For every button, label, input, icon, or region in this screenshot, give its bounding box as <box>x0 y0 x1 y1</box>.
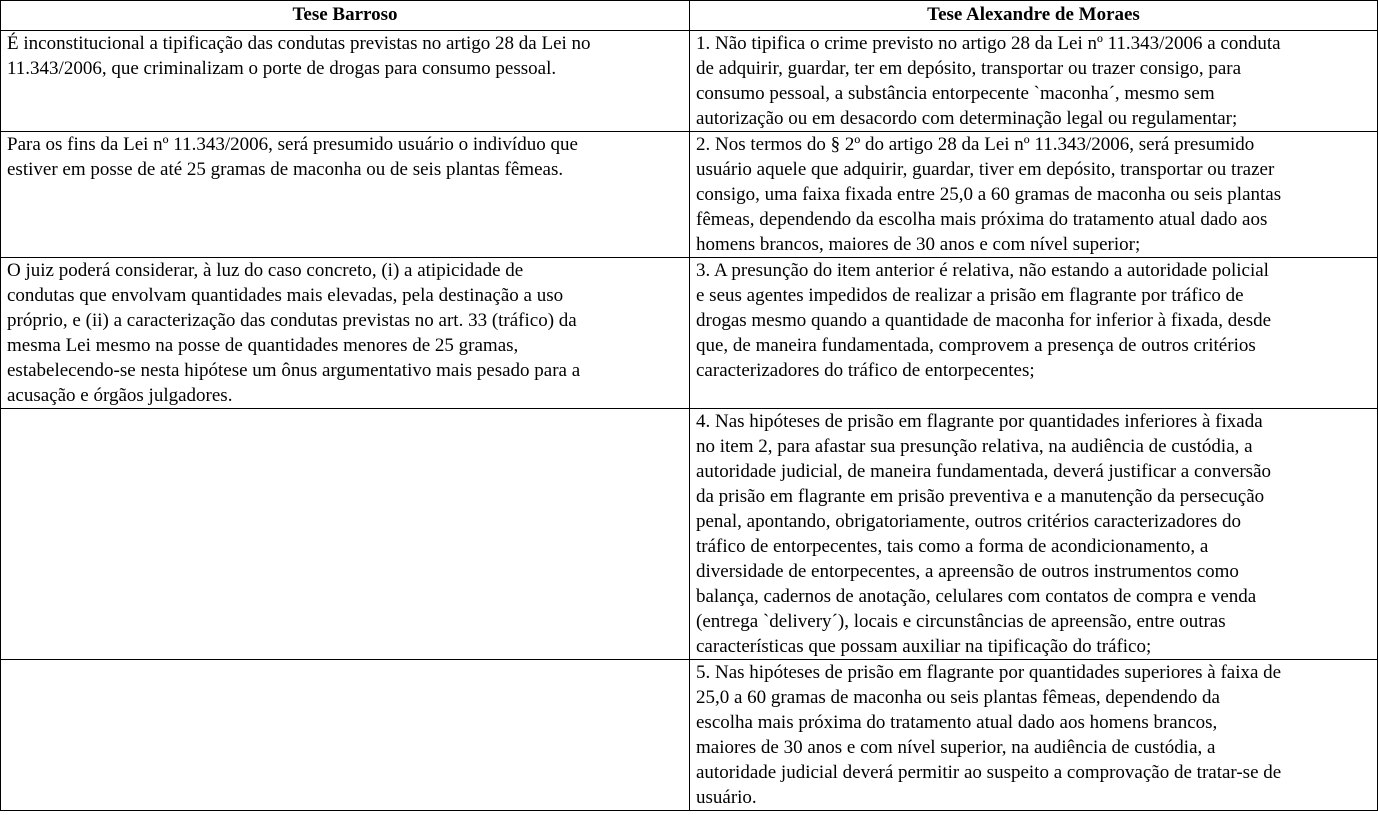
table-row <box>1 132 1378 258</box>
table-row <box>1 258 1378 409</box>
moraes-cell: 5. Nas hipóteses de prisão em flagrante por quantidades superiores à faixa de 25,0 a 60 gramas de maconha ou seis plantas fêmeas, dependendo da escolha mais próxima do tratamento atual dado aos homens brancos, maiores de 30 anos e com nível superior, na audiência de custódia, a autoridade judicial deverá permitir ao suspeito a comprovação de tratar-se de usuário. <box>690 660 1378 811</box>
table-row <box>1 409 1378 660</box>
barroso-cell: O juiz poderá considerar, à luz do caso concreto, (i) a atipicidade de condutas que envolvam quantidades mais elevadas, pela destinação a uso próprio, e (ii) a caracterização das condutas previstas no art. 33 (tráfico) da mesma Lei mesmo na posse de quantidades menores de 25 gramas, estabelecendo-se nesta hipótese um ônus argumentativo mais pesado para a acusação e órgãos julgadores. <box>1 258 690 409</box>
barroso-cell-empty <box>1 409 690 660</box>
table-row <box>1 31 1378 132</box>
barroso-cell-empty <box>1 660 690 811</box>
moraes-cell: 2. Nos termos do § 2º do artigo 28 da Lei nº 11.343/2006, será presumido usuário aquele que adquirir, guardar, tiver em depósito, transportar ou trazer consigo, uma faixa fixada entre 25,0 a 60 gramas de maconha ou seis plantas fêmeas, dependendo da escolha mais próxima do tratamento atual dado aos homens brancos, maiores de 30 anos e com nível superior; <box>690 132 1378 258</box>
moraes-cell: 4. Nas hipóteses de prisão em flagrante por quantidades inferiores à fixada no item 2, para afastar sua presunção relativa, na audiência de custódia, a autoridade judicial, de maneira fundamentada, deverá justificar a conversão da prisão em flagrante em prisão preventiva e a manutenção da persecução penal, apontando, obrigatoriamente, outros critérios caracterizadores do tráfico de entorpecentes, tais como a forma de acondicionamento, a diversidade de entorpecentes, a apreensão de outros instrumentos como balança, cadernos de anotação, celulares com contatos de compra e venda (entrega `delivery´), locais e circunstâncias de apreensão, entre outras características que possam auxiliar na tipificação do tráfico; <box>690 409 1378 660</box>
barroso-cell: É inconstitucional a tipificação das condutas previstas no artigo 28 da Lei no 11.343/2006, que criminalizam o porte de drogas para consumo pessoal. <box>1 31 690 132</box>
barroso-cell: Para os fins da Lei nº 11.343/2006, será presumido usuário o indivíduo que estiver em posse de até 25 gramas de maconha ou de seis plantas fêmeas. <box>1 132 690 258</box>
header-row <box>1 1 1378 31</box>
header-tese-moraes: Tese Alexandre de Moraes <box>690 1 1378 31</box>
header-tese-barroso: Tese Barroso <box>1 1 690 31</box>
table-row <box>1 660 1378 811</box>
moraes-cell: 1. Não tipifica o crime previsto no artigo 28 da Lei nº 11.343/2006 a conduta de adquirir, guardar, ter em depósito, transportar ou trazer consigo, para consumo pessoal, a substância entorpecente `maconha´, mesmo sem autorização ou em desacordo com determinação legal ou regulamentar; <box>690 31 1378 132</box>
moraes-cell: 3. A presunção do item anterior é relativa, não estando a autoridade policial e seus agentes impedidos de realizar a prisão em flagrante por tráfico de drogas mesmo quando a quantidade de maconha for inferior à fixada, desde que, de maneira fundamentada, comprovem a presença de outros critérios caracterizadores do tráfico de entorpecentes; <box>690 258 1378 409</box>
